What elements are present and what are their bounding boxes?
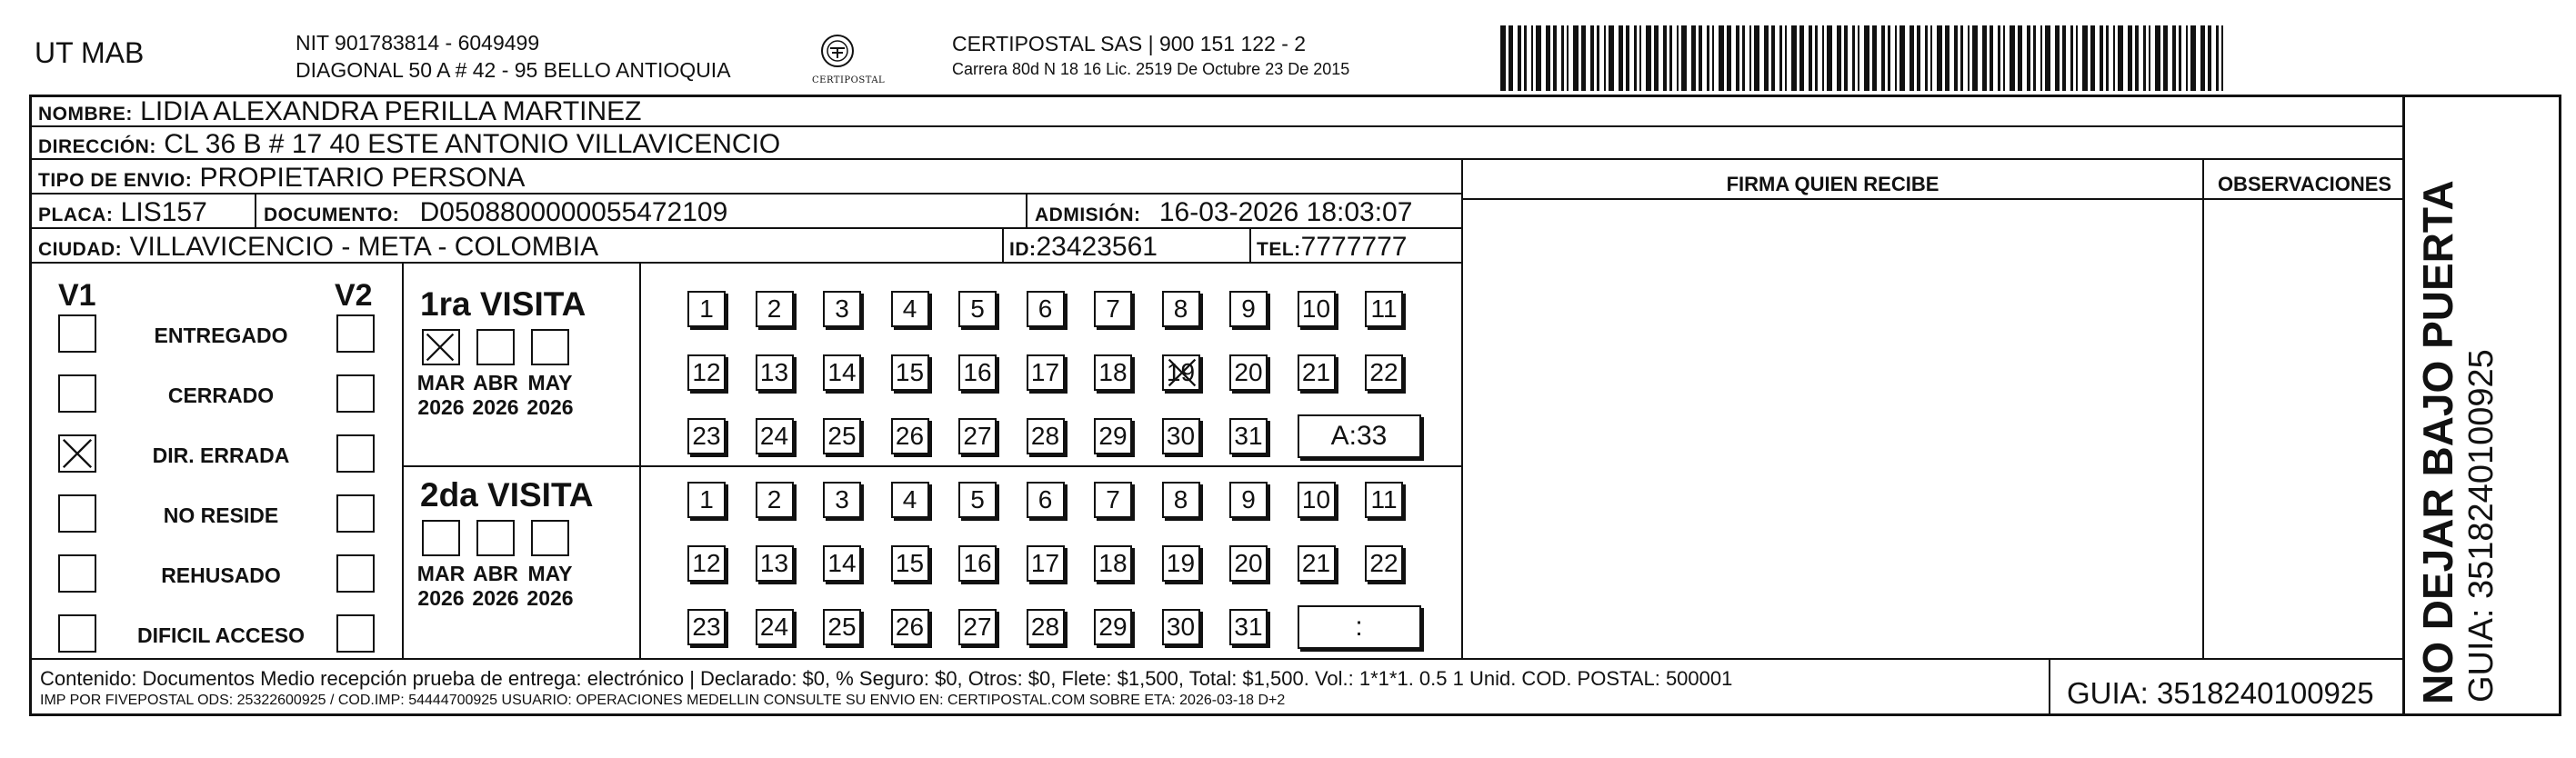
nombre-value: LIDIA ALEXANDRA PERILLA MARTINEZ	[140, 96, 642, 126]
day-box[interactable]: 29	[1094, 418, 1132, 454]
day-box[interactable]: 24	[756, 609, 794, 645]
month-checkbox[interactable]	[476, 520, 515, 556]
month-label	[414, 371, 468, 420]
certipostal-info	[952, 31, 1349, 82]
day-box[interactable]: 23	[687, 418, 726, 454]
tel-cell	[1257, 234, 1407, 264]
day-box[interactable]: 31	[1229, 609, 1268, 645]
status-label: DIR. ERRADA	[152, 444, 290, 467]
day-box[interactable]: 6	[1027, 291, 1065, 327]
day-box[interactable]: 2	[756, 291, 794, 327]
day-box[interactable]: 9	[1229, 291, 1268, 327]
day-box[interactable]: 15	[891, 545, 929, 582]
direccion-value: CL 36 B # 17 40 ESTE ANTONIO VILLAVICENCIO	[164, 129, 781, 159]
month-year: 2026	[472, 586, 519, 610]
documento-cell	[264, 199, 727, 229]
day-box[interactable]: 8	[1162, 291, 1200, 327]
barcode-icon	[1500, 25, 2232, 91]
month-label	[523, 562, 577, 611]
day-box[interactable]: 26	[891, 418, 929, 454]
day-box[interactable]: 8	[1162, 482, 1200, 518]
day-box[interactable]: 22	[1365, 354, 1403, 391]
footer-guia: GUIA: 3518240100925	[2067, 676, 2374, 710]
v1-checkbox[interactable]	[58, 614, 96, 653]
month-name: ABR	[473, 371, 518, 394]
direccion-row	[29, 127, 2405, 160]
day-box[interactable]: 14	[823, 545, 861, 582]
month-year: 2026	[526, 395, 574, 419]
company-info	[296, 29, 731, 84]
check-x-icon	[60, 436, 95, 471]
nombre-row	[29, 95, 2405, 127]
month-checkbox[interactable]	[422, 520, 460, 556]
day-box[interactable]: 13	[756, 354, 794, 391]
day-box[interactable]: 14	[823, 354, 861, 391]
day-box[interactable]: 24	[756, 418, 794, 454]
month-year: 2026	[417, 395, 465, 419]
month-year: 2026	[417, 586, 465, 610]
month-name: ABR	[473, 562, 518, 585]
status-label: ENTREGADO	[154, 324, 288, 347]
month-label	[468, 562, 523, 611]
day-box[interactable]: 13	[756, 545, 794, 582]
footer-contenido: Contenido: Documentos Medio recepción prueba de entrega: electrónico | Declarado: $0, % Seguro: $0, Otros: $0, Flete: $1,500, Total: $1,500. Vol.: 1*1*1. 0.5 1 Unid. COD. POSTAL: 500001	[40, 667, 1733, 690]
day-box[interactable]: 28	[1027, 418, 1065, 454]
nombre-label: NOMBRE:	[38, 104, 133, 125]
day-box[interactable]: 16	[958, 545, 997, 582]
check-x-icon	[1166, 356, 1198, 389]
day-box[interactable]: 20	[1229, 354, 1268, 391]
company-name: UT MAB	[35, 36, 145, 69]
day-box[interactable]: 16	[958, 354, 997, 391]
month-name: MAY	[527, 562, 573, 585]
month-year: 2026	[526, 586, 574, 610]
month-checkbox[interactable]	[531, 329, 569, 365]
day-box[interactable]: 20	[1229, 545, 1268, 582]
v2-checkbox[interactable]	[336, 494, 375, 533]
day-box[interactable]: 12	[687, 354, 726, 391]
tel-label: TEL:	[1257, 239, 1301, 260]
day-box[interactable]: 30	[1162, 418, 1200, 454]
ciudad-row	[29, 229, 1461, 264]
day-box[interactable]: 1	[687, 291, 726, 327]
day-box[interactable]: 30	[1162, 609, 1200, 645]
v2-header: V2	[335, 278, 373, 313]
day-box[interactable]: 2	[756, 482, 794, 518]
v1-checkbox[interactable]	[58, 494, 96, 533]
certipostal-logo	[812, 33, 886, 91]
time-box[interactable]: A:33	[1298, 414, 1421, 458]
v2-checkbox[interactable]	[336, 314, 375, 353]
day-box[interactable]: 11	[1365, 482, 1403, 518]
ciudad-label: CIUDAD:	[38, 239, 123, 260]
time-box[interactable]: :	[1298, 605, 1421, 649]
firma-area[interactable]	[1463, 200, 2202, 658]
observaciones-header: OBSERVACIONES	[2217, 173, 2392, 195]
logo-icon	[819, 33, 856, 69]
day-box[interactable]: 22	[1365, 545, 1403, 582]
day-box[interactable]: 9	[1229, 482, 1268, 518]
address-line: DIAGONAL 50 A # 42 - 95 BELLO ANTIOQUIA	[296, 58, 731, 82]
admision-value: 16-03-2026 18:03:07	[1158, 197, 1413, 227]
day-box[interactable]: 19	[1162, 545, 1200, 582]
day-box[interactable]: 21	[1298, 545, 1336, 582]
day-box[interactable]: 3	[823, 482, 861, 518]
placa-row	[29, 194, 1461, 229]
month-checkbox[interactable]	[476, 329, 515, 365]
id-value: 23423561	[1036, 232, 1158, 262]
v1-checkbox[interactable]	[58, 374, 96, 413]
status-label: NO RESIDE	[163, 504, 279, 527]
month-checkbox[interactable]	[422, 329, 460, 365]
day-box[interactable]: 17	[1027, 354, 1065, 391]
month-year: 2026	[472, 395, 519, 419]
check-x-icon	[424, 331, 456, 364]
day-box[interactable]: 1	[687, 482, 726, 518]
day-box[interactable]: 25	[823, 609, 861, 645]
day-box[interactable]: 17	[1027, 545, 1065, 582]
v2-checkbox[interactable]	[336, 614, 375, 653]
day-box[interactable]: 21	[1298, 354, 1336, 391]
cert-line: CERTIPOSTAL SAS | 900 151 122 - 2	[952, 32, 1307, 55]
day-box[interactable]: 15	[891, 354, 929, 391]
day-box[interactable]: 10	[1298, 482, 1336, 518]
v1-header: V1	[58, 278, 96, 313]
day-box[interactable]: 25	[823, 418, 861, 454]
month-name: MAY	[527, 371, 573, 394]
tipo-value: PROPIETARIO PERSONA	[199, 163, 526, 193]
month-name: MAR	[416, 562, 466, 585]
placa-label: PLACA:	[38, 204, 114, 225]
observaciones-area[interactable]	[2204, 200, 2405, 658]
month-label	[414, 562, 468, 611]
day-box[interactable]: 6	[1027, 482, 1065, 518]
month-checkbox[interactable]	[531, 520, 569, 556]
admision-cell	[1035, 199, 1412, 229]
logo-tag: CERTIPOSTAL	[812, 75, 886, 85]
documento-value: D0508800000055472109	[419, 197, 728, 227]
day-box[interactable]: 5	[958, 291, 997, 327]
admision-label: ADMISIÓN:	[1035, 204, 1141, 225]
cert-license: Carrera 80d N 18 16 Lic. 2519 De Octubre 23 De 2015	[952, 60, 1350, 78]
month-label	[468, 371, 523, 420]
day-box[interactable]: 27	[958, 609, 997, 645]
side-warning: NO DEJAR BAJO PUERTA	[2414, 180, 2461, 704]
side-vertical-text	[2414, 180, 2501, 704]
day-box[interactable]: 3	[823, 291, 861, 327]
visit2-title: 2da VISITA	[420, 476, 594, 514]
day-box[interactable]: 4	[891, 291, 929, 327]
day-box[interactable]: 27	[958, 418, 997, 454]
status-label: REHUSADO	[161, 564, 281, 587]
documento-label: DOCUMENTO:	[264, 204, 400, 225]
v1-checkbox[interactable]	[58, 554, 96, 593]
direccion-label: DIRECCIÓN:	[38, 136, 156, 157]
day-box[interactable]: 18	[1094, 545, 1132, 582]
day-box[interactable]: 4	[891, 482, 929, 518]
v1-checkbox[interactable]	[58, 314, 96, 353]
ciudad-value: VILLAVICENCIO - META - COLOMBIA	[129, 232, 599, 262]
nit-line: NIT 901783814 - 6049499	[296, 31, 540, 55]
status-label: CERRADO	[167, 384, 275, 407]
id-label: ID:	[1009, 239, 1037, 260]
placa-cell	[38, 199, 207, 229]
day-box[interactable]: 19	[1162, 354, 1200, 391]
status-label: DIFICIL ACCESO	[136, 623, 305, 647]
visit1-title: 1ra VISITA	[420, 285, 586, 323]
v2-checkbox[interactable]	[336, 554, 375, 593]
firma-header: FIRMA QUIEN RECIBE	[1726, 173, 1940, 195]
v2-checkbox[interactable]	[336, 434, 375, 473]
day-box[interactable]: 5	[958, 482, 997, 518]
day-box[interactable]: 23	[687, 609, 726, 645]
day-box[interactable]: 7	[1094, 482, 1132, 518]
day-box[interactable]: 7	[1094, 291, 1132, 327]
day-box[interactable]: 28	[1027, 609, 1065, 645]
tipo-row	[29, 160, 1461, 194]
id-cell	[1009, 234, 1158, 264]
day-box[interactable]: 18	[1094, 354, 1132, 391]
month-label	[523, 371, 577, 420]
v1-checkbox[interactable]	[58, 434, 96, 473]
day-box[interactable]: 31	[1229, 418, 1268, 454]
ciudad-cell	[38, 234, 598, 264]
side-guia: GUIA: 3518240100925	[2462, 349, 2501, 703]
footer-impresion: IMP POR FIVEPOSTAL ODS: 25322600925 / COD.IMP: 54444700925 USUARIO: OPERACIONES MEDELLIN CONSULTE SU ENVIO EN: CERTIPOSTAL.COM SOBRE ETA: 2026-03-18 D+2	[40, 693, 1286, 708]
day-box[interactable]: 29	[1094, 609, 1132, 645]
day-box[interactable]: 12	[687, 545, 726, 582]
v2-checkbox[interactable]	[336, 374, 375, 413]
tipo-label: TIPO DE ENVIO:	[38, 170, 193, 191]
tel-value: 7777777	[1300, 232, 1408, 262]
day-box[interactable]: 10	[1298, 291, 1336, 327]
day-box[interactable]: 26	[891, 609, 929, 645]
day-box[interactable]: 11	[1365, 291, 1403, 327]
placa-value: LIS157	[120, 197, 207, 227]
month-name: MAR	[416, 371, 466, 394]
